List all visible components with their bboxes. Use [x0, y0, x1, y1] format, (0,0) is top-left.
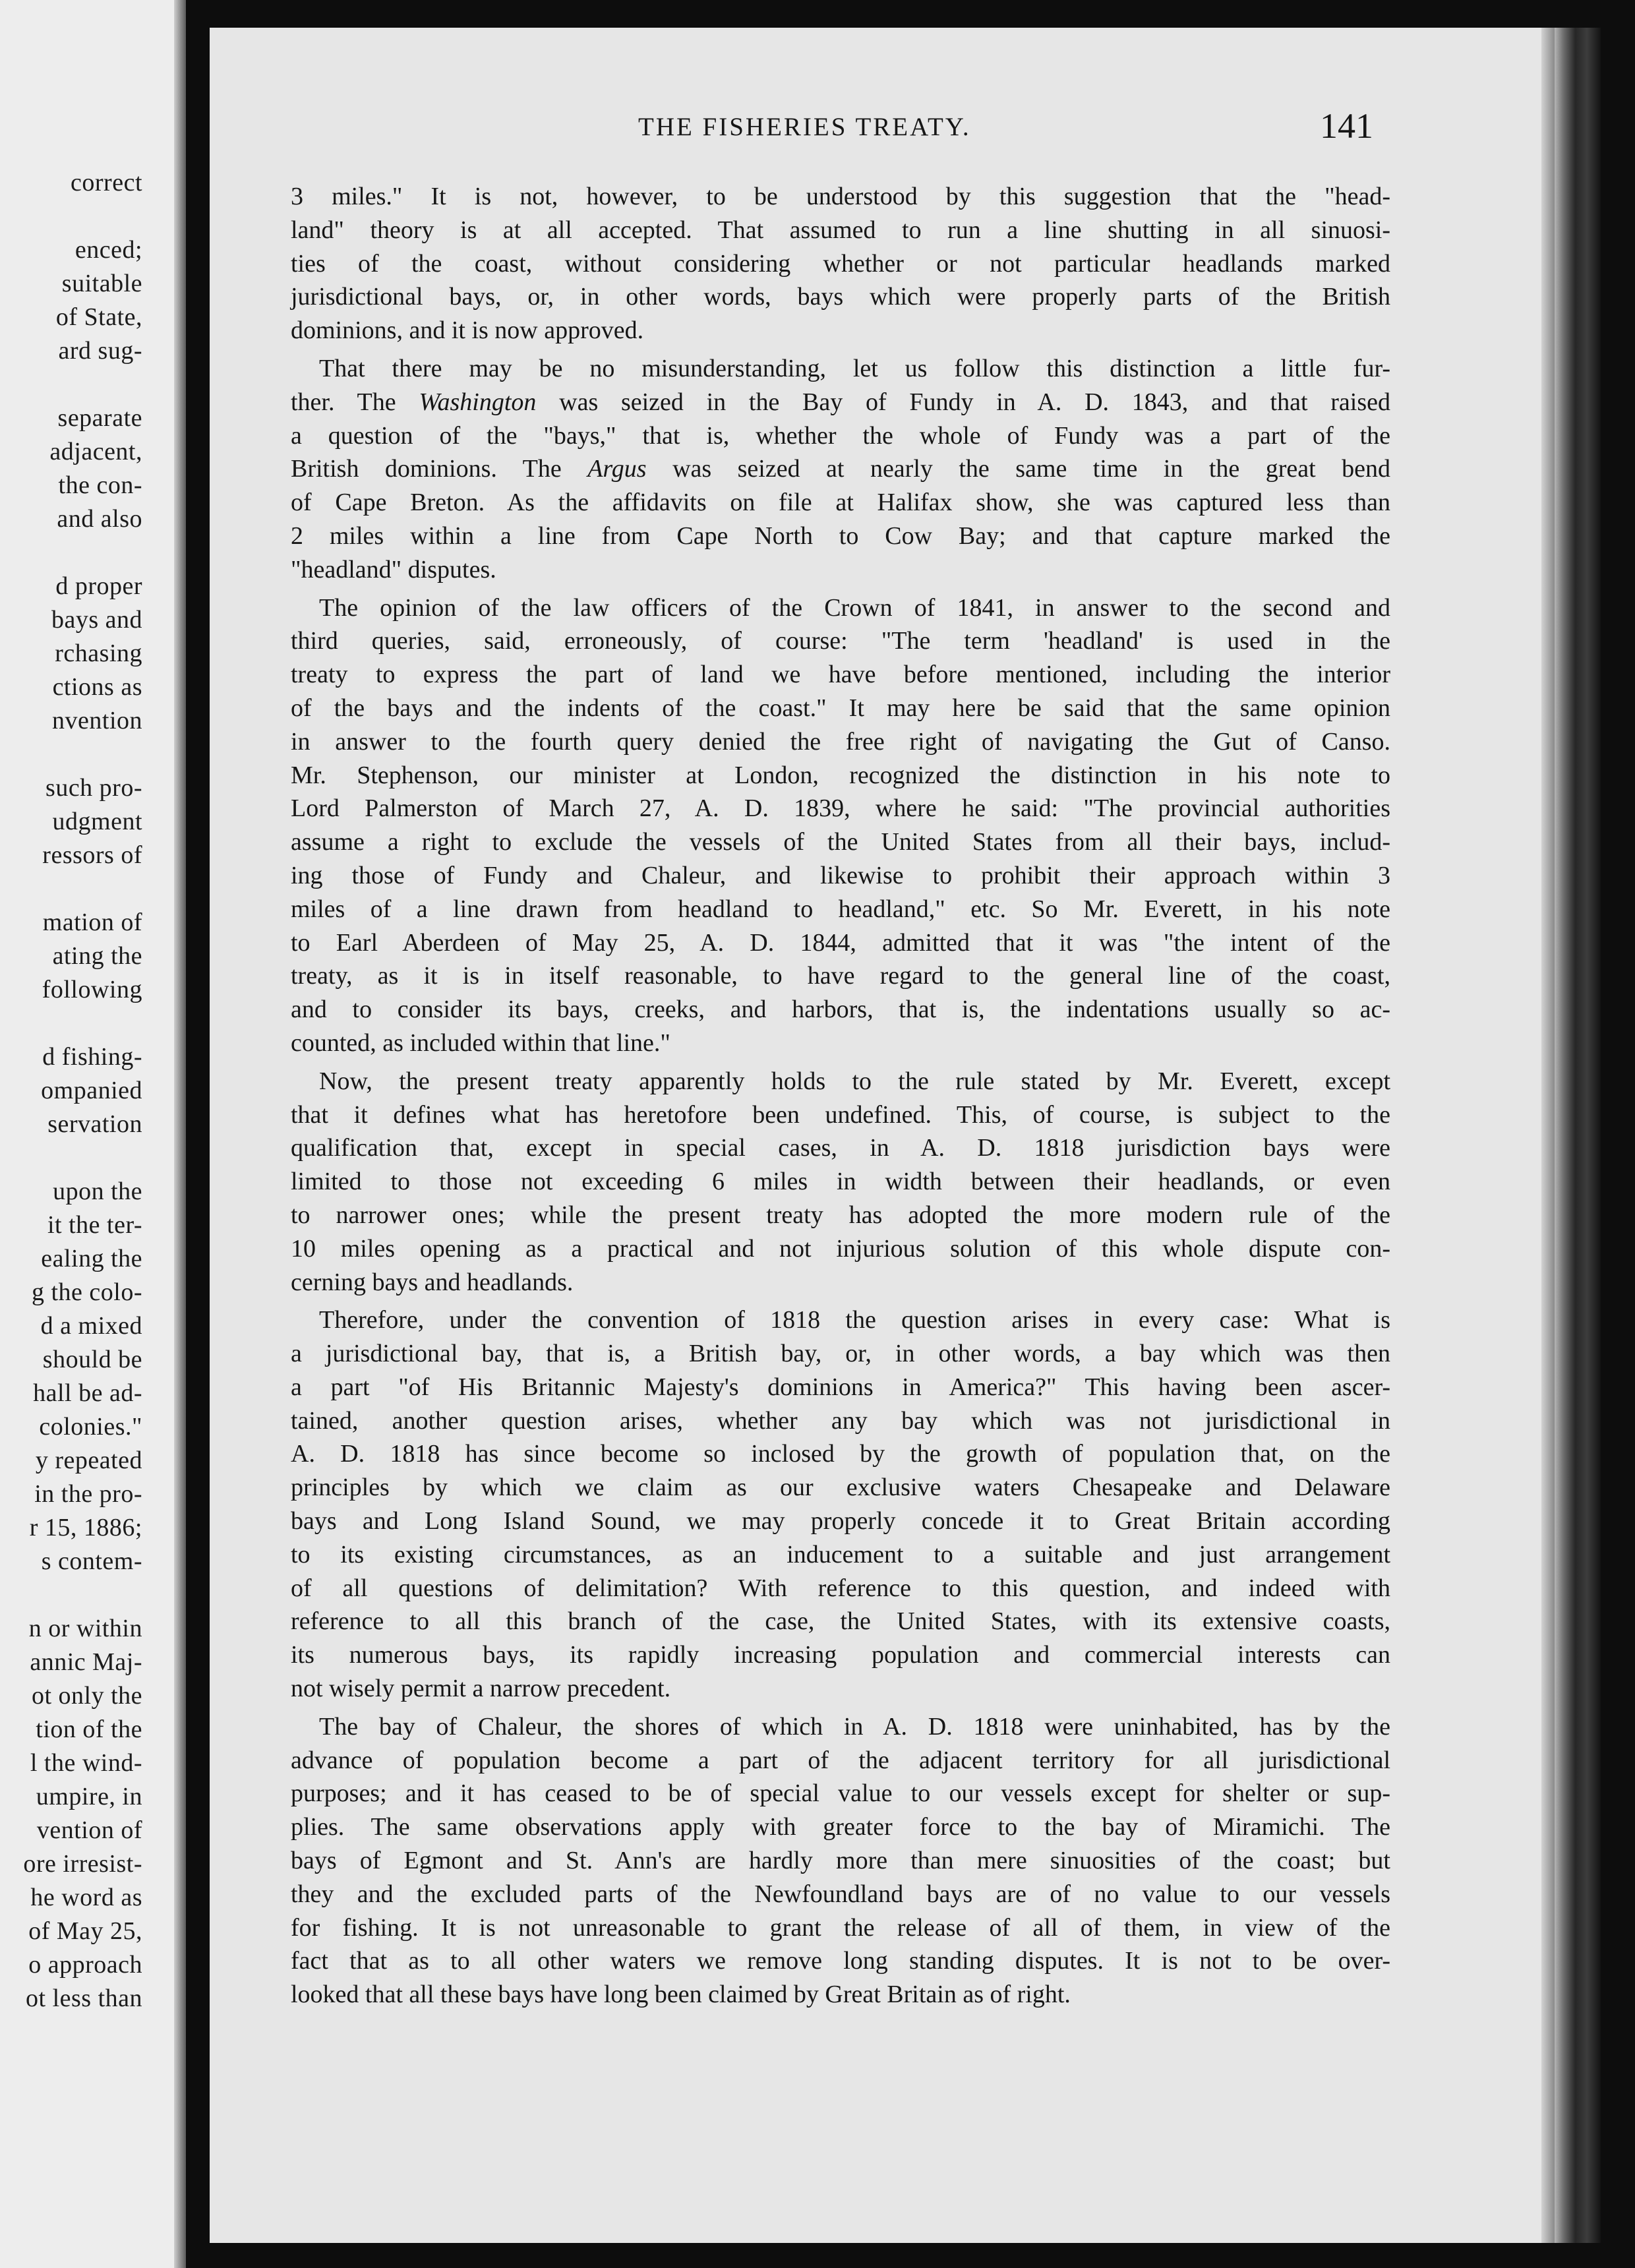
facing-page-line: rchasing: [55, 640, 142, 667]
facing-page-line: tion of the: [36, 1716, 142, 1743]
text-line: counted, as included within that line.": [291, 1029, 670, 1057]
body-text: [291, 180, 1390, 2016]
text-line: 2 miles within a line from Cape North to Cow Bay; and that capture marked the: [291, 522, 1390, 550]
text-line: qualification that, except in special cases, in A. D. 1818 jurisdiction bays were: [291, 1134, 1390, 1162]
text-line: British dominions. The Argus was seized at nearly the same time in the great bend: [291, 455, 1390, 483]
facing-page-line: s contem-: [41, 1547, 142, 1575]
ship-name: Argus: [587, 455, 647, 483]
text-line: to its existing circumstances, as an inducement to a suitable and just arrangement: [291, 1540, 1390, 1568]
facing-page-line: adjacent,: [49, 438, 142, 465]
facing-page-line: [0, 200, 142, 233]
facing-page-line: separate: [57, 404, 142, 432]
text-line: they and the excluded parts of the Newfoundland bays are of no value to our vessels: [291, 1880, 1390, 1908]
text-line: a jurisdictional bay, that is, a British bay, or, in other words, a bay which was then: [291, 1340, 1390, 1368]
facing-page-line: [0, 1007, 142, 1040]
facing-page-line: ard sug-: [58, 337, 142, 365]
facing-page-line: d a mixed: [40, 1312, 142, 1340]
paragraph: [291, 1710, 1390, 2012]
facing-page-line: [0, 536, 142, 570]
text-line: land" theory is at all accepted. That assumed to run a line shutting in all sinuosi-: [291, 216, 1390, 244]
book-binding-edge: [1555, 28, 1601, 2243]
facing-page-line: ating the: [52, 942, 142, 970]
facing-page-line: d proper: [55, 572, 142, 600]
facing-page-line: suitable: [61, 270, 142, 297]
text-line: treaty to express the part of land we have before mentioned, including the interior: [291, 661, 1390, 689]
text-line: ties of the coast, without considering whether or not particular headlands marked: [291, 249, 1390, 278]
facing-page-line: of May 25,: [28, 1917, 142, 1945]
text-line: not wisely permit a narrow precedent.: [291, 1675, 671, 1703]
facing-page-line: [0, 368, 142, 402]
text-line: assume a right to exclude the vessels of the United States from all their bays, includ-: [291, 828, 1390, 856]
paragraph: [291, 352, 1390, 587]
facing-page-line: of State,: [55, 303, 142, 331]
facing-page-fragment: [0, 0, 186, 2268]
facing-page-line: [0, 1578, 142, 1612]
facing-page-line: [0, 738, 142, 771]
text-line: bays of Egmont and St. Ann's are hardly more than mere sinuosities of the coast; but: [291, 1847, 1390, 1875]
text-line: fact that as to all other waters we remove long standing disputes. It is not to be over-: [291, 1947, 1390, 1975]
text-line: ther. The Washington was seized in the Bay of Fundy in A. D. 1843, and that raised: [291, 388, 1390, 416]
facing-page-line: he word as: [30, 1884, 142, 1911]
facing-page-line: and also: [57, 505, 142, 533]
facing-page-line: bays and: [51, 606, 142, 634]
facing-page-line: annic Maj-: [30, 1648, 142, 1676]
text-line: The opinion of the law officers of the Crown of 1841, in answer to the second and: [319, 593, 1390, 622]
text-line: purposes; and it has ceased to be of special value to our vessels except for shelter or sup-: [291, 1779, 1390, 1808]
facing-page-line: udgment: [52, 808, 142, 835]
text-line: principles by which we claim as our exclusive waters Chesapeake and Delaware: [291, 1474, 1390, 1502]
page-gutter: [174, 0, 186, 2268]
text-line: "headland" disputes.: [291, 555, 496, 583]
text-line: to Earl Aberdeen of May 25, A. D. 1844, admitted that it was "the intent of the: [291, 928, 1390, 957]
facing-page-line: such pro-: [45, 774, 142, 802]
facing-page-line: o approach: [28, 1951, 142, 1979]
text-line: for fishing. It is not unreasonable to grant the release of all of them, in view of the: [291, 1913, 1390, 1942]
facing-page-line: following: [42, 976, 142, 1003]
text-line: limited to those not exceeding 6 miles in width between their headlands, or even: [291, 1168, 1390, 1196]
text-line: plies. The same observations apply with greater force to the bay of Miramichi. The: [291, 1813, 1390, 1841]
text-line: a part "of His Britannic Majesty's dominions in America?" This having been ascer-: [291, 1373, 1390, 1401]
facing-page-line: the con-: [58, 471, 142, 499]
facing-page-line: ot only the: [31, 1682, 142, 1710]
text-line: that it defines what has heretofore been undefined. This, of course, is subject to the: [291, 1100, 1390, 1129]
text-line: 3 miles." It is not, however, to be understood by this suggestion that the "head-: [291, 183, 1390, 210]
facing-page-line: mation of: [42, 909, 142, 936]
text-line: reference to all this branch of the case, the United States, with its extensive coasts,: [291, 1607, 1390, 1636]
paragraph: [291, 1065, 1390, 1299]
text-line: treaty, as it is in itself reasonable, to have regard to the general line of the coast,: [291, 962, 1390, 990]
page-number: 141: [1320, 106, 1373, 146]
facing-page-line: nvention: [52, 707, 142, 734]
text-line: of the bays and the indents of the coast." It may here be said that the same opinion: [291, 694, 1390, 722]
facing-page-line: g the colo-: [31, 1278, 142, 1306]
facing-page-line: servation: [47, 1110, 142, 1138]
facing-page-line: r 15, 1886;: [29, 1514, 142, 1541]
text-line: third queries, said, erroneously, of course: "The term 'headland' is used in the: [291, 627, 1390, 655]
text-line: Mr. Stephenson, our minister at London, recognized the distinction in his note to: [291, 761, 1390, 789]
text-line: advance of population become a part of the adjacent territory for all jurisdictional: [291, 1746, 1390, 1774]
facing-page-line: [0, 1141, 142, 1175]
text-line: bays and Long Island Sound, we may properly concede it to Great Britain according: [291, 1507, 1390, 1536]
facing-page-line: ore irresist-: [23, 1850, 142, 1878]
text-line: its numerous bays, its rapidly increasing population and commercial interests can: [291, 1641, 1390, 1669]
facing-page-line: in the pro-: [34, 1480, 142, 1508]
facing-page-line: should be: [42, 1346, 142, 1373]
text-line: 10 miles opening as a practical and not injurious solution of this whole dispute con-: [291, 1234, 1390, 1263]
text-line: ing those of Fundy and Chaleur, and likewise to prohibit their approach within 3: [291, 861, 1390, 889]
page-edge: [1541, 28, 1555, 2243]
text-line: Lord Palmerston of March 27, A. D. 1839, where he said: "The provincial authorities: [291, 794, 1390, 823]
facing-page-line: ctions as: [52, 673, 142, 701]
paragraph: [291, 180, 1390, 347]
facing-page-line: upon the: [53, 1178, 142, 1205]
ship-name: Washington: [419, 388, 537, 416]
facing-page-line: it the ter-: [47, 1211, 142, 1239]
text-line: Therefore, under the convention of 1818 the question arises in every case: What is: [319, 1306, 1390, 1334]
facing-page-line: y repeated: [35, 1447, 142, 1474]
facing-page-text: [0, 166, 142, 2015]
facing-page-line: ot less than: [26, 1984, 142, 2012]
text-line: a question of the "bays," that is, whether the whole of Fundy was a part of the: [291, 421, 1390, 450]
facing-page-line: umpire, in: [36, 1783, 142, 1810]
text-line: That there may be no misunderstanding, let us follow this distinction a little fur-: [319, 354, 1390, 382]
facing-page-line: hall be ad-: [33, 1379, 142, 1407]
text-line: dominions, and it is now approved.: [291, 316, 644, 345]
text-line: of Cape Breton. As the affidavits on file at Halifax show, she was captured less than: [291, 489, 1390, 517]
text-line: in answer to the fourth query denied the free right of navigating the Gut of Canso.: [291, 727, 1390, 756]
facing-page-line: d fishing-: [42, 1043, 142, 1071]
facing-page-line: ompanied: [41, 1077, 142, 1104]
text-line: miles of a line drawn from headland to headland," etc. So Mr. Everett, in his note: [291, 895, 1390, 923]
paragraph: [291, 591, 1390, 1060]
facing-page-line: colonies.": [39, 1413, 142, 1441]
paragraph: [291, 1303, 1390, 1706]
text-line: The bay of Chaleur, the shores of which in A. D. 1818 were uninhabited, has by the: [319, 1712, 1390, 1741]
facing-page-line: n or within: [28, 1615, 142, 1642]
running-head: THE FISHERIES TREATY.: [638, 113, 971, 141]
facing-page-line: enced;: [74, 236, 142, 264]
text-line: and to consider its bays, creeks, and harbors, that is, the indentations usually so ac-: [291, 996, 1390, 1024]
text-line: to narrower ones; while the present treaty has adopted the more modern rule of the: [291, 1201, 1390, 1229]
text-line: A. D. 1818 has since become so inclosed by the growth of population that, on the: [291, 1440, 1390, 1468]
facing-page-line: [0, 872, 142, 906]
text-line: jurisdictional bays, or, in other words, bays which were properly parts of the British: [291, 283, 1390, 311]
text-line: tained, another question arises, whether any bay which was not jurisdictional in: [291, 1406, 1390, 1435]
text-line: Now, the present treaty apparently holds to the rule stated by Mr. Everett, except: [319, 1067, 1390, 1095]
text-line: of all questions of delimitation? With reference to this question, and indeed with: [291, 1574, 1390, 1602]
text-line: looked that all these bays have long been claimed by Great Britain as of right.: [291, 1981, 1071, 2009]
facing-page-line: correct: [71, 169, 142, 196]
facing-page-line: l the wind-: [30, 1749, 142, 1777]
text-line: cerning bays and headlands.: [291, 1268, 574, 1296]
facing-page-line: ealing the: [41, 1245, 142, 1272]
facing-page-line: vention of: [36, 1816, 142, 1844]
facing-page-line: ressors of: [42, 841, 142, 869]
